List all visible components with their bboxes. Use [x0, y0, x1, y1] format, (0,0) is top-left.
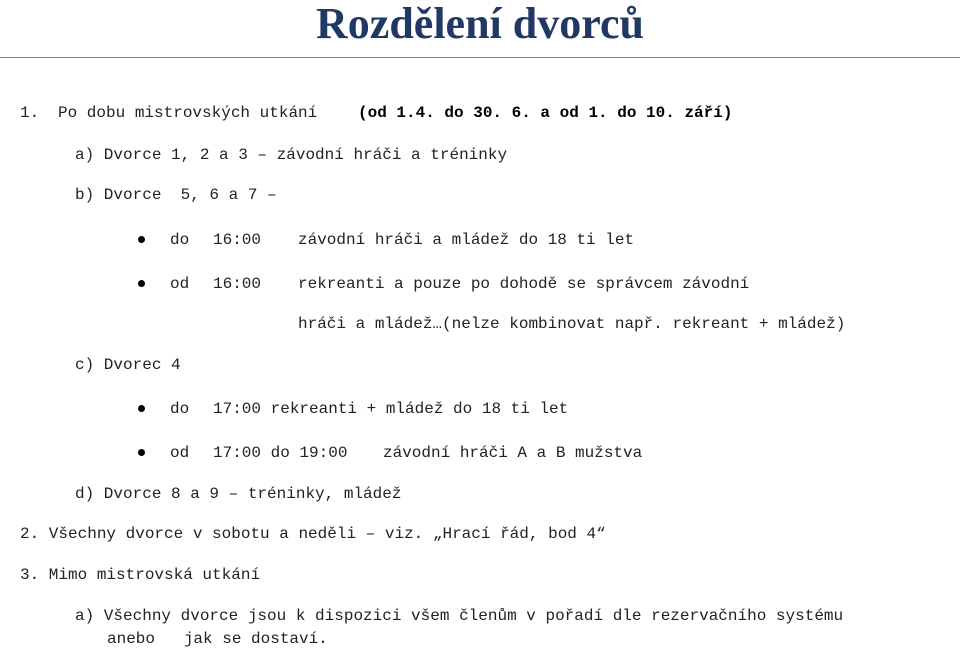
c2-prep: od: [170, 444, 190, 462]
c2-time: 17:00 do 19:00: [213, 444, 348, 462]
c1-prep: do: [170, 400, 190, 418]
bullet-icon: [138, 449, 145, 456]
b2-time: 16:00: [213, 275, 262, 293]
item-1-date-range: (od 1.4. do 30. 6. a od 1. do 10. září): [358, 104, 733, 122]
item-1b-text: b) Dvorce 5, 6 a 7 –: [75, 186, 277, 204]
b1-desc: závodní hráči a mládež do 18 ti let: [298, 231, 635, 249]
title-divider: [0, 57, 960, 58]
item-1c-text: c) Dvorec 4: [75, 356, 181, 374]
item-3a-text-continued: anebo jak se dostaví.: [107, 630, 328, 648]
item-1d-text: d) Dvorce 8 a 9 – tréninky, mládež: [75, 485, 402, 503]
item-3a-text: a) Všechny dvorce jsou k dispozici všem členům v pořadí dle rezervačního systému: [75, 607, 844, 625]
item-1a-text: a) Dvorce 1, 2 a 3 – závodní hráči a tréninky: [75, 146, 508, 164]
b2-desc: rekreanti a pouze po dohodě se správcem závodní: [298, 275, 750, 293]
bullet-icon: [138, 405, 145, 412]
b1-time: 16:00: [213, 231, 262, 249]
bullet-icon: [138, 280, 145, 287]
c1-rest: 17:00 rekreanti + mládež do 18 ti let: [213, 400, 569, 418]
page-title: Rozdělení dvorců: [316, 0, 644, 48]
b2-desc-continued: hráči a mládež…(nelze kombinovat např. rekreant + mládež): [298, 315, 846, 333]
item-1-number: 1.: [20, 104, 40, 122]
b2-prep: od: [170, 275, 190, 293]
b1-prep: do: [170, 231, 190, 249]
c2-desc: závodní hráči A a B mužstva: [383, 444, 643, 462]
item-3-text: 3. Mimo mistrovská utkání: [20, 566, 261, 584]
item-2-text: 2. Všechny dvorce v sobotu a neděli – viz. „Hrací řád, bod 4“: [20, 525, 606, 543]
item-1-text: Po dobu mistrovských utkání: [58, 104, 318, 122]
bullet-icon: [138, 236, 145, 243]
